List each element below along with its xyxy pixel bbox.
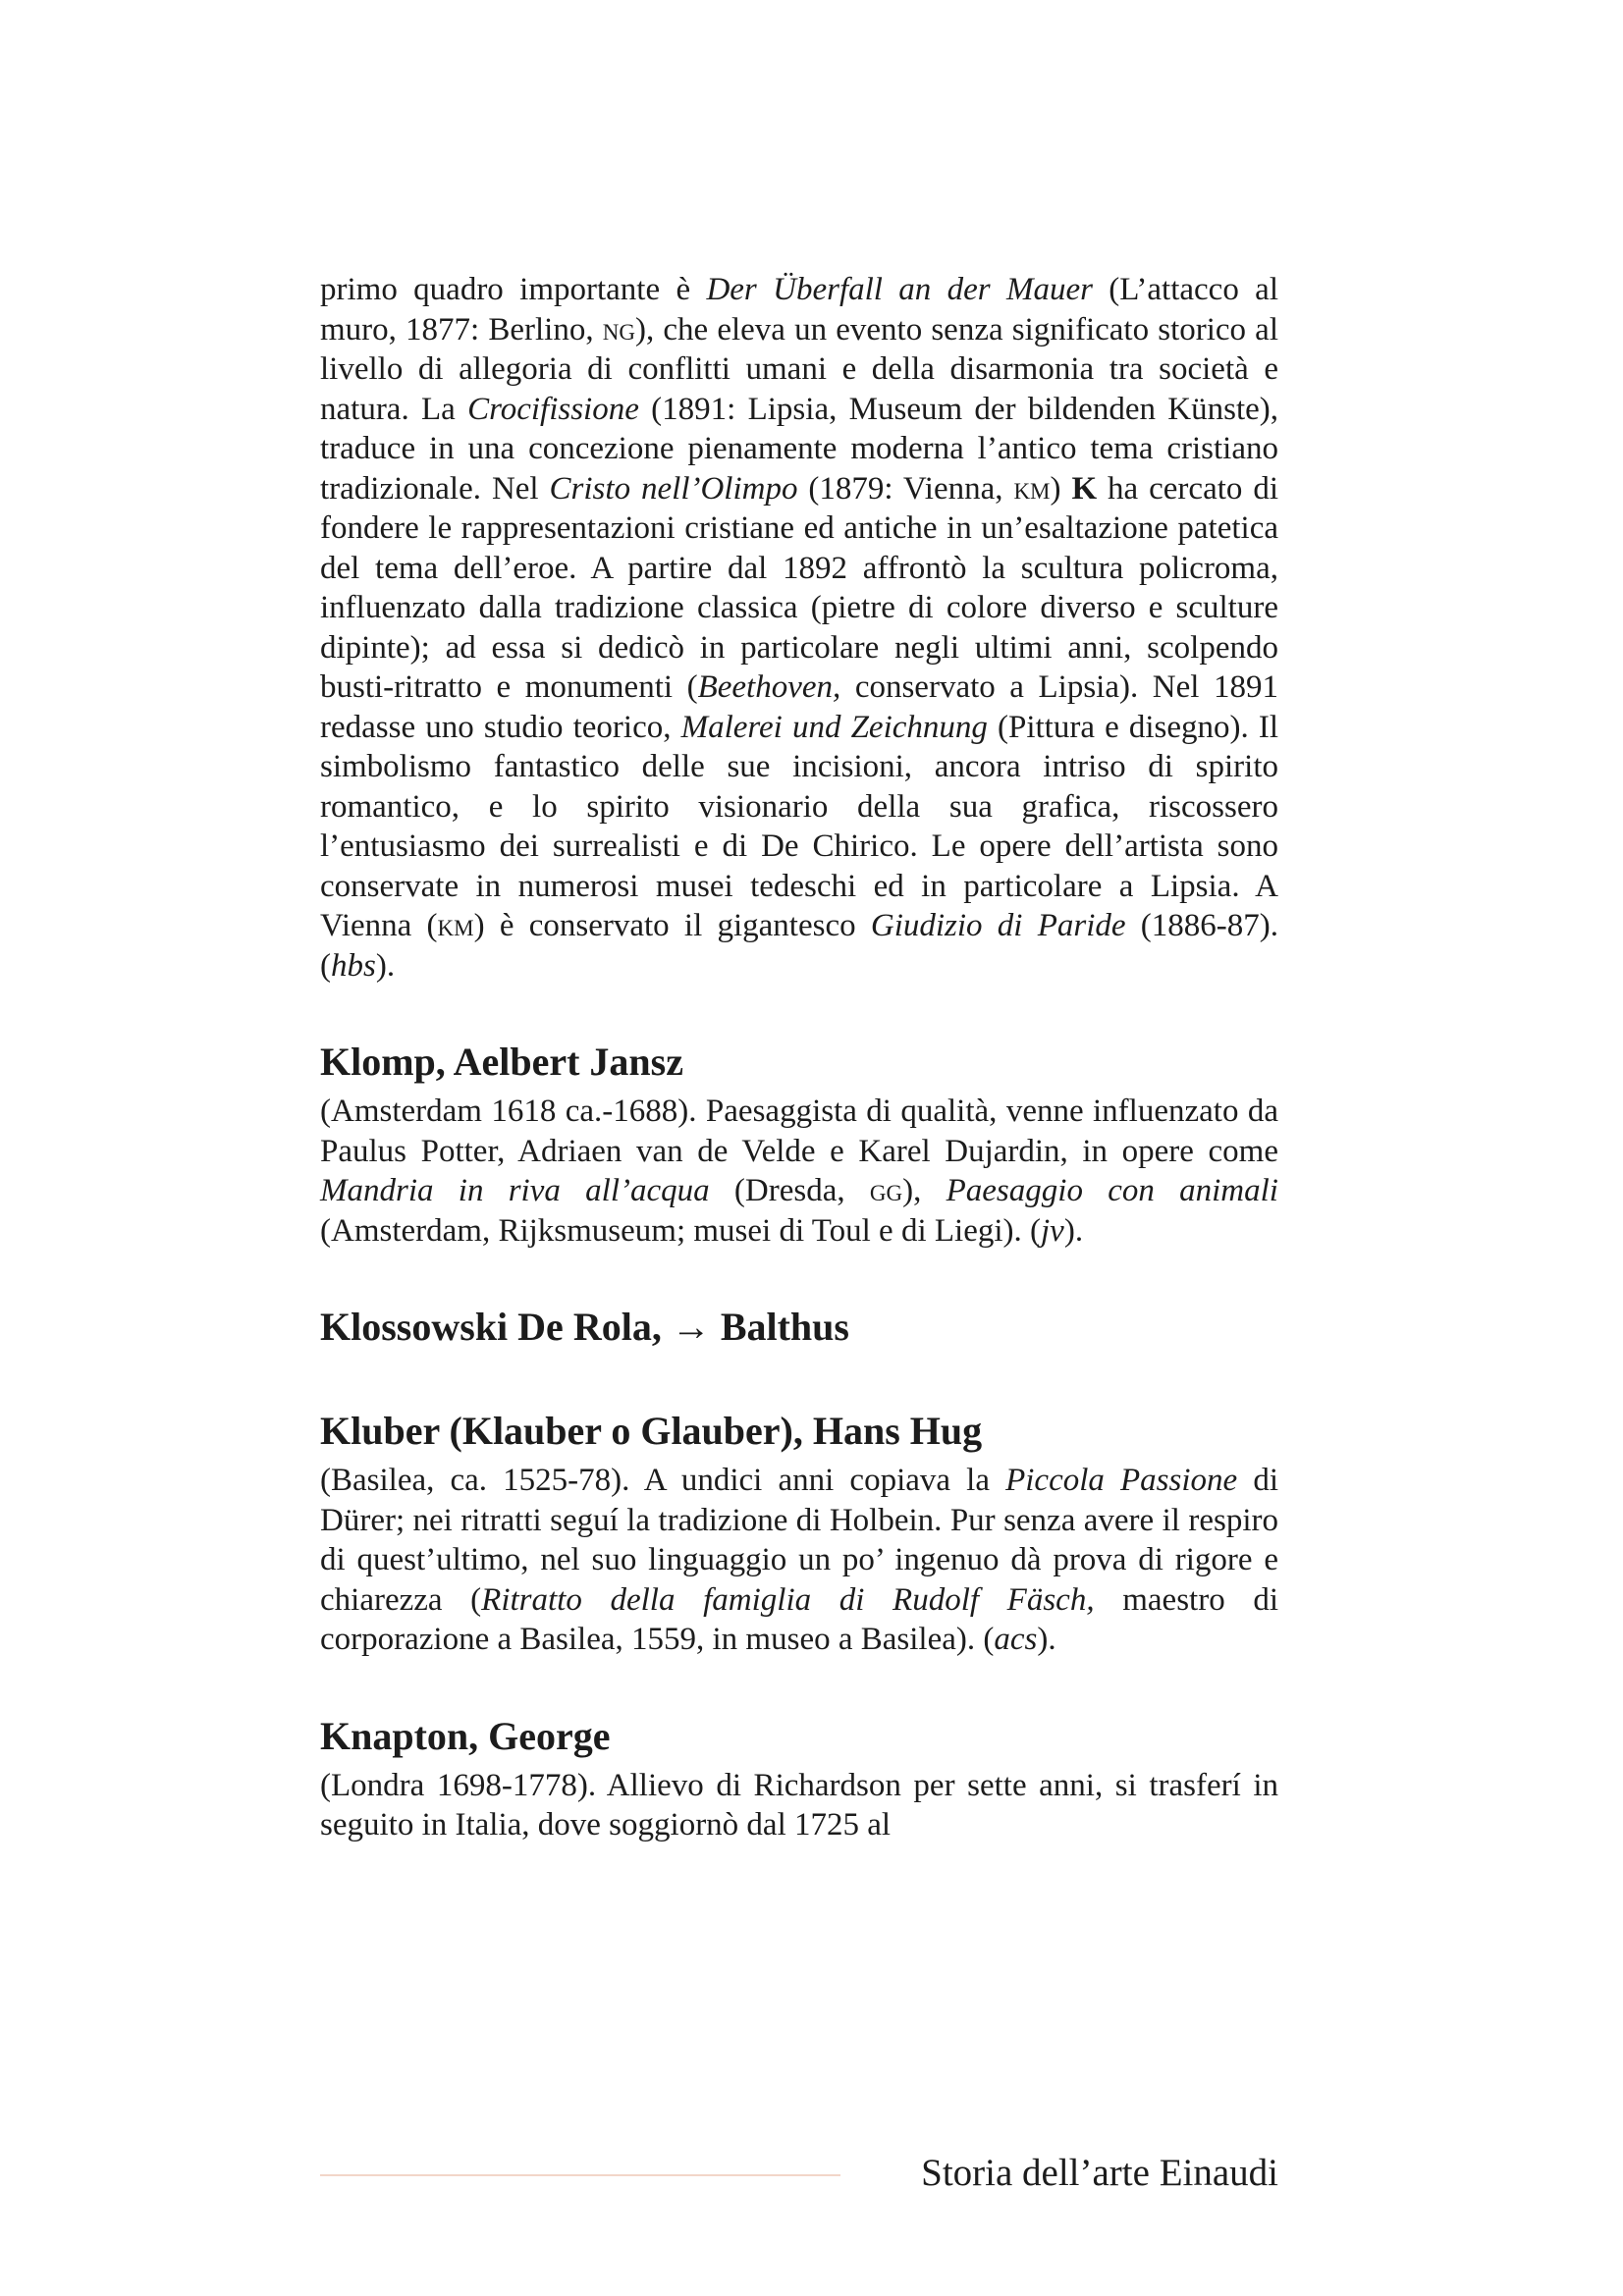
bold-text: K xyxy=(1071,470,1098,507)
small-caps-text: ng xyxy=(602,311,635,347)
text-run: (Amsterdam 1618 ca.-1688). Paesaggista di qualità, venne influenzato da Paulus Potter, Adriaen van de Velde e Karel Dujardin, in opere come xyxy=(320,1094,1278,1169)
text-run: (1879: Vienna, xyxy=(797,470,1014,507)
italic-text: Der Überfall an der Mauer xyxy=(706,272,1093,307)
italic-text: Piccola Passione xyxy=(1005,1463,1238,1498)
text-run: (Londra 1698-1778). Allievo di Richardson per sette anni, si trasferí in seguito in Italia, dove soggiornò dal 1725 al xyxy=(320,1767,1278,1842)
entry-heading: Kluber (Klauber o Glauber), Hans Hug xyxy=(320,1409,983,1453)
italic-text: Malerei und Zeichnung xyxy=(680,709,988,745)
italic-text: Ritratto della famiglia di Rudolf Fäsch, xyxy=(481,1581,1095,1618)
italic-text: Cristo nell’Olimpo xyxy=(549,470,798,507)
small-caps-text: km xyxy=(437,908,474,943)
text-run: (Amsterdam, Rijksmuseum; musei di Toul e di Liegi). ( xyxy=(320,1212,1041,1249)
small-caps-text: gg xyxy=(869,1173,903,1208)
text-run: ) xyxy=(1050,470,1072,507)
text-run: (Dresda, xyxy=(709,1173,870,1208)
continuation-paragraph xyxy=(320,270,1278,986)
entry-body xyxy=(320,1766,1278,1845)
text-run: maestro di corporazione a Basilea, 1559, in museo a Basilea). ( xyxy=(320,1581,1278,1657)
text-run: ). xyxy=(1037,1622,1056,1657)
footer-rule xyxy=(320,2174,840,2176)
text-run: ha cercato di fondere le rappresentazioni cristiane ed antiche in un’esaltazione patetica del tema dell’eroe. A partire dal 1892 affrontò la scultura policroma, influenzato dalla tradizione classica (pietre di colore diverso e sculture dipinte); ad essa si dedicò in particolare negli ultimi anni, scolpendo busti-ritratto e monumenti ( xyxy=(320,470,1278,705)
text-run: ), xyxy=(902,1173,947,1208)
small-caps-text: km xyxy=(1013,470,1051,507)
text-run: ), che eleva un evento senza significato storico al livello di allegoria di conflitti umani e della disarmonia tra società e natura. La xyxy=(320,311,1279,427)
dictionary-entry xyxy=(320,1713,1278,1845)
text-column xyxy=(320,270,1278,1845)
italic-text: Crocifissione xyxy=(467,391,639,427)
italic-text: Mandria in riva all’acqua xyxy=(320,1173,710,1208)
italic-text: Beethoven, xyxy=(697,669,841,705)
text-run: (1886-87). ( xyxy=(320,908,1278,984)
entry-body xyxy=(320,1461,1278,1660)
text-run: (Pittura e disegno). Il simbolismo fantastico delle sue incisioni, ancora intriso di spirito romantico, e lo spirito visionario della sua grafica, riscossero l’entusiasmo dei surrealisti e di De Chirico. Le opere dell’artista sono conservate in numerosi musei tedeschi ed in particolare a Lipsia. A Vienna ( xyxy=(320,709,1279,943)
italic-text: Giudizio di Paride xyxy=(870,908,1126,943)
text-run: (1891: Lipsia, Museum der bildenden Künste), traduce in una concezione pienamente moderna l’antico tema cristiano tradizionale. Nel xyxy=(320,391,1278,507)
entry-heading: Knapton, George xyxy=(320,1713,611,1758)
text-run: ) è conservato il gigantesco xyxy=(473,908,871,943)
entries-list xyxy=(320,1039,1278,1845)
text-run: ). xyxy=(1063,1212,1084,1249)
italic-text: jv xyxy=(1041,1212,1064,1249)
entry-heading: Klomp, Aelbert Jansz xyxy=(320,1040,683,1084)
text-run: di Dürer; nei ritratti seguí la tradizione di Holbein. Pur senza avere il respiro di quest’ultimo, nel suo linguaggio un po’ ingenuo dà prova di rigore e chiarezza ( xyxy=(320,1463,1278,1618)
italic-text: acs xyxy=(994,1622,1038,1657)
dictionary-entry xyxy=(320,1304,1278,1351)
text-run: (Basilea, ca. 1525-78). A undici anni copiava la xyxy=(320,1463,1006,1498)
text-run: ). xyxy=(375,947,396,984)
entry-body xyxy=(320,1092,1278,1251)
entry-heading: Klossowski De Rola, → Balthus xyxy=(320,1305,849,1349)
dictionary-entry xyxy=(320,1408,1278,1660)
footer-title: Storia dell’arte Einaudi xyxy=(921,2152,1278,2194)
text-run: conservato a Lipsia). Nel 1891 redasse uno studio teorico, xyxy=(320,669,1278,745)
text-run: primo quadro importante è xyxy=(320,272,707,307)
dictionary-entry xyxy=(320,1039,1278,1251)
italic-text: Paesaggio con animali xyxy=(946,1173,1278,1208)
text-run: (L’attacco al muro, 1877: Berlino, xyxy=(320,272,1278,347)
italic-text: hbs xyxy=(331,947,376,984)
